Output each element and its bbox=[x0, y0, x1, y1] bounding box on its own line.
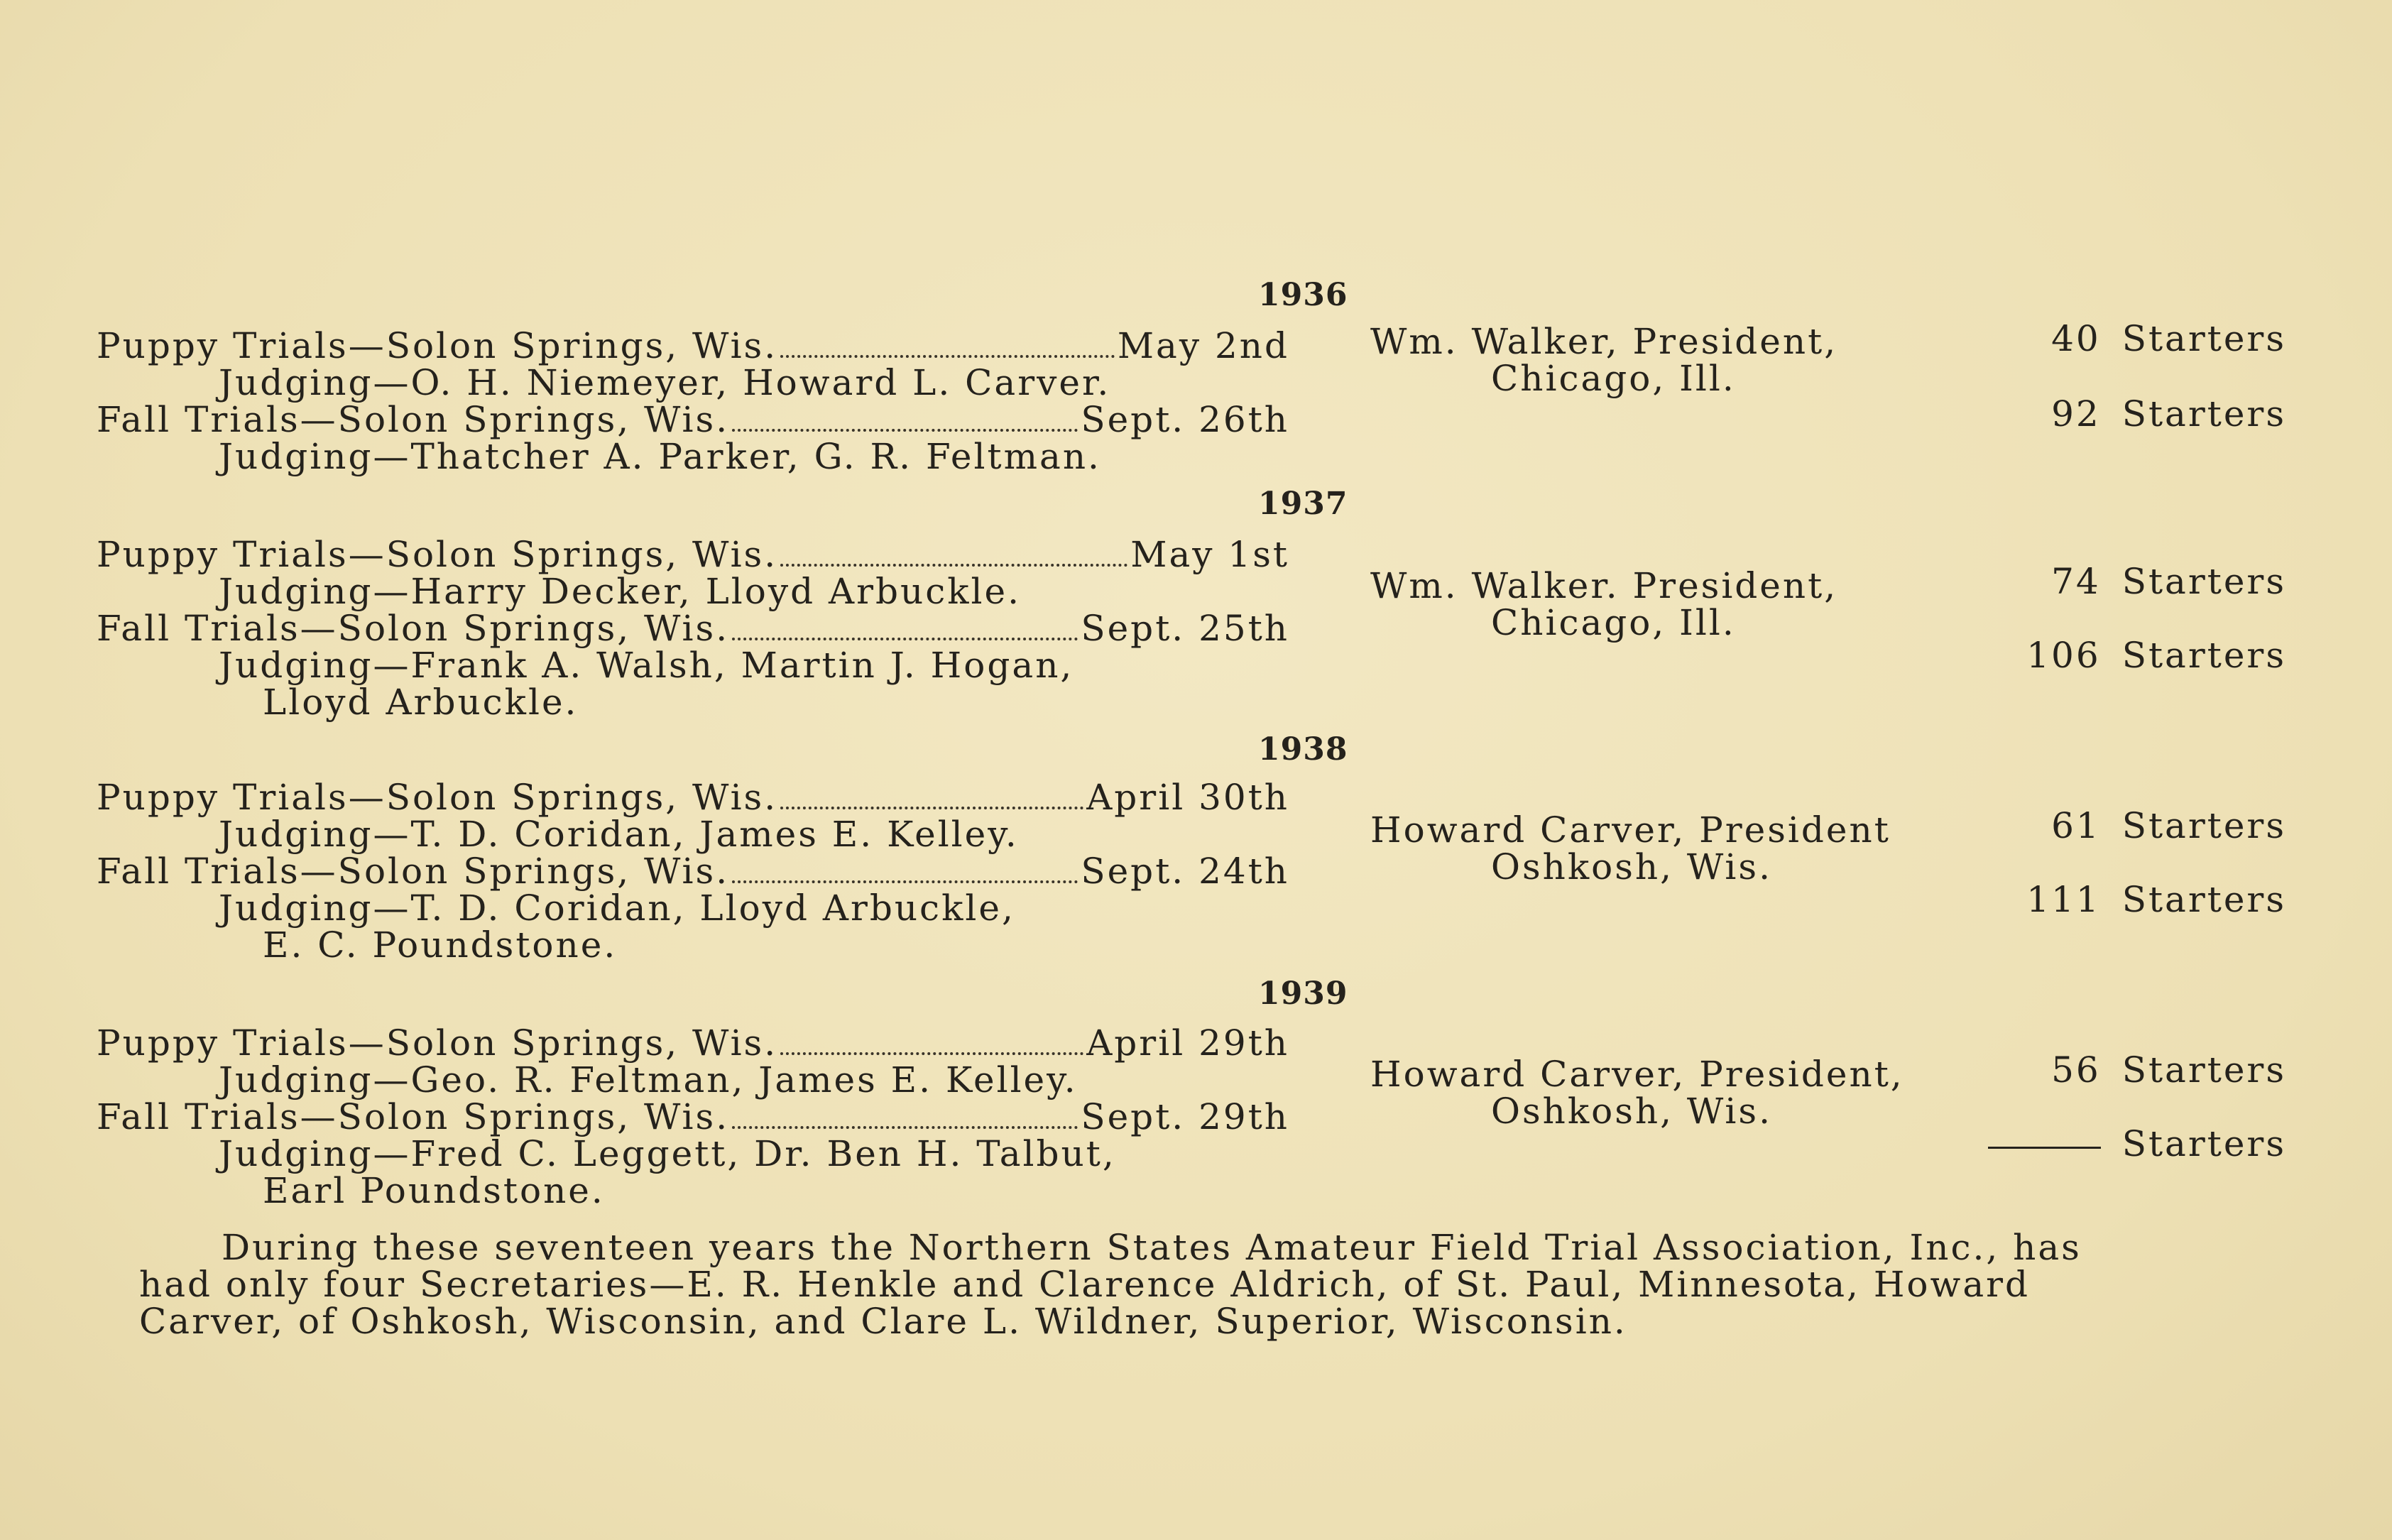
closing-paragraph-line: During these seventeen years the Northern States Amateur Field Trial Association, Inc., has bbox=[222, 1227, 2082, 1268]
blank-count-line bbox=[1988, 1147, 2101, 1149]
starter-label: Starters bbox=[2121, 1123, 2286, 1164]
fall-judging-cont: Earl Poundstone. bbox=[263, 1170, 605, 1211]
president-city: Oshkosh, Wis. bbox=[1491, 846, 1772, 888]
puppy-judging: Judging—T. D. Coridan, James E. Kelley. bbox=[219, 814, 1019, 855]
dot-leader bbox=[732, 880, 1078, 883]
starter-label: Starters bbox=[2121, 1049, 2286, 1091]
year-heading: 1936 bbox=[1258, 277, 1348, 313]
fall-judging: Judging—Fred C. Leggett, Dr. Ben H. Talbut, bbox=[219, 1133, 1116, 1174]
trial-label: Fall Trials—Solon Springs, Wis. bbox=[97, 1096, 730, 1137]
president-city: Oshkosh, Wis. bbox=[1491, 1091, 1772, 1132]
starter-count: 106 bbox=[2026, 635, 2101, 676]
fall-judging: Judging—Thatcher A. Parker, G. R. Feltman. bbox=[219, 436, 1101, 477]
puppy-starters bbox=[1988, 561, 2286, 602]
starter-count: 61 bbox=[2051, 805, 2101, 846]
trial-date: April 30th bbox=[1086, 777, 1289, 818]
fall-judging: Judging—Frank A. Walsh, Martin J. Hogan, bbox=[219, 645, 1074, 686]
fall-starters bbox=[1988, 879, 2286, 920]
dot-leader bbox=[732, 638, 1078, 640]
trial-label: Fall Trials—Solon Springs, Wis. bbox=[97, 608, 730, 649]
starter-count: 111 bbox=[2026, 879, 2101, 920]
starter-label: Starters bbox=[2121, 393, 2286, 435]
president: Howard Carver, President, bbox=[1370, 1054, 1904, 1095]
dot-leader bbox=[732, 1126, 1078, 1129]
fall-trials-line bbox=[97, 608, 1289, 649]
starter-label: Starters bbox=[2121, 879, 2286, 920]
fall-judging-cont: Lloyd Arbuckle. bbox=[263, 682, 579, 723]
fall-starters bbox=[1988, 635, 2286, 676]
president-city: Chicago, Ill. bbox=[1491, 358, 1736, 399]
puppy-trials-line bbox=[97, 777, 1289, 818]
dot-leader bbox=[780, 564, 1127, 567]
starter-count: 92 bbox=[2051, 393, 2101, 435]
trial-date: Sept. 26th bbox=[1081, 399, 1289, 440]
fall-trials-line bbox=[97, 1096, 1289, 1137]
starter-label: Starters bbox=[2121, 561, 2286, 602]
starter-label: Starters bbox=[2121, 635, 2286, 676]
starter-label: Starters bbox=[2121, 805, 2286, 846]
starter-count: 56 bbox=[2051, 1049, 2101, 1091]
puppy-starters bbox=[1988, 805, 2286, 846]
president-city: Chicago, Ill. bbox=[1491, 602, 1736, 643]
puppy-trials-line bbox=[97, 534, 1289, 575]
puppy-starters bbox=[1988, 318, 2286, 359]
closing-paragraph-line: Carver, of Oshkosh, Wisconsin, and Clare L. Wildner, Superior, Wisconsin. bbox=[139, 1301, 1627, 1342]
trial-label: Puppy Trials—Solon Springs, Wis. bbox=[97, 1022, 778, 1064]
trial-label: Fall Trials—Solon Springs, Wis. bbox=[97, 399, 730, 440]
puppy-trials-line bbox=[97, 325, 1289, 366]
dot-leader bbox=[780, 807, 1083, 809]
puppy-judging: Judging—Geo. R. Feltman, James E. Kelley. bbox=[219, 1059, 1078, 1101]
fall-trials-line bbox=[97, 851, 1289, 892]
trial-date: May 1st bbox=[1130, 534, 1289, 575]
fall-judging: Judging—T. D. Coridan, Lloyd Arbuckle, bbox=[219, 888, 1015, 929]
closing-paragraph-line: had only four Secretaries—E. R. Henkle and Clarence Aldrich, of St. Paul, Minnesota, Howard bbox=[139, 1264, 2031, 1305]
trial-date: May 2nd bbox=[1117, 325, 1289, 366]
president: Howard Carver, President bbox=[1370, 809, 1891, 851]
trial-date: Sept. 25th bbox=[1081, 608, 1289, 649]
dot-leader bbox=[780, 1052, 1083, 1055]
puppy-trials-line bbox=[97, 1022, 1289, 1064]
year-heading: 1937 bbox=[1258, 486, 1348, 522]
starter-count: 40 bbox=[2051, 318, 2101, 359]
year-heading: 1938 bbox=[1258, 731, 1348, 768]
president: Wm. Walker. President, bbox=[1370, 565, 1838, 606]
puppy-judging: Judging—Harry Decker, Lloyd Arbuckle. bbox=[219, 571, 1022, 612]
fall-trials-line bbox=[97, 399, 1289, 440]
starter-label: Starters bbox=[2121, 318, 2286, 359]
puppy-judging: Judging—O. H. Niemeyer, Howard L. Carver. bbox=[219, 362, 1111, 403]
trial-date: April 29th bbox=[1086, 1022, 1289, 1064]
dot-leader bbox=[732, 429, 1078, 432]
president: Wm. Walker, President, bbox=[1370, 321, 1838, 362]
trial-label: Puppy Trials—Solon Springs, Wis. bbox=[97, 534, 778, 575]
trial-date: Sept. 29th bbox=[1081, 1096, 1289, 1137]
fall-starters bbox=[1988, 1123, 2286, 1164]
fall-starters bbox=[1988, 393, 2286, 435]
trial-label: Puppy Trials—Solon Springs, Wis. bbox=[97, 325, 778, 366]
trial-label: Fall Trials—Solon Springs, Wis. bbox=[97, 851, 730, 892]
trial-label: Puppy Trials—Solon Springs, Wis. bbox=[97, 777, 778, 818]
puppy-starters bbox=[1988, 1049, 2286, 1091]
dot-leader bbox=[780, 355, 1115, 358]
fall-judging-cont: E. C. Poundstone. bbox=[263, 924, 618, 966]
trial-date: Sept. 24th bbox=[1081, 851, 1289, 892]
starter-count: 74 bbox=[2051, 561, 2101, 602]
year-heading: 1939 bbox=[1258, 976, 1348, 1012]
